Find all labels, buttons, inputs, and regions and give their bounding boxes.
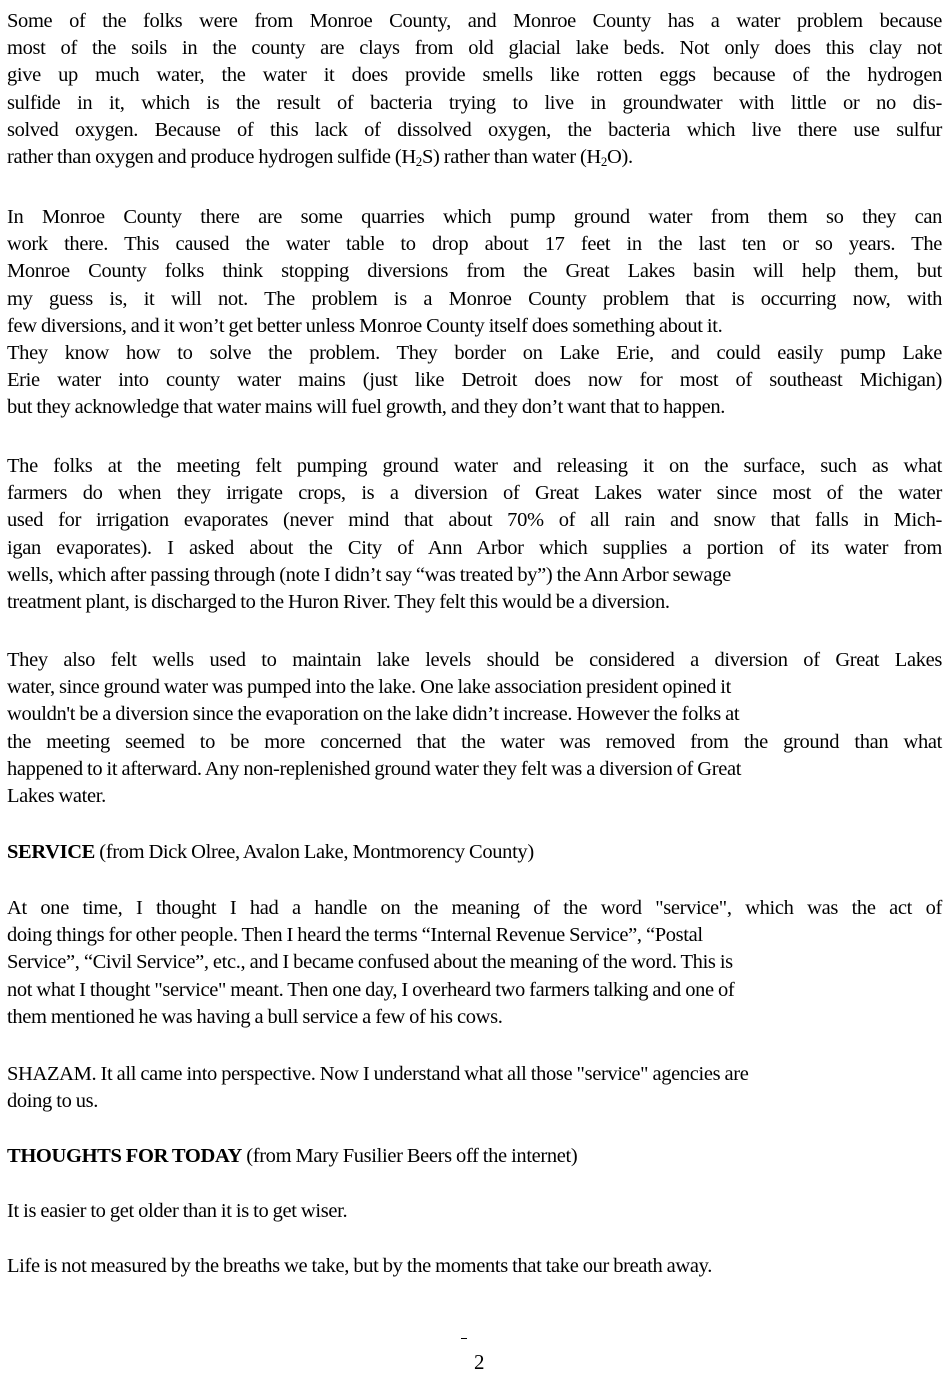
text-line: but they acknowledge that water mains will fuel growth, and they don’t want that to happen.: [7, 396, 726, 419]
text-fragment: S) rather than water (H: [421, 145, 601, 168]
text-line: them mentioned he was having a bull service a few of his cows.: [7, 1005, 503, 1028]
text-line: In Monroe County there are some quarries which pump ground water from them so they can: [7, 206, 942, 228]
text-line: The folks at the meeting felt pumping ground water and releasing it on the surface, such as what: [7, 455, 942, 477]
text-line: SHAZAM. It all came into perspective. Now I understand what all those "service" agencies are: [7, 1063, 749, 1085]
text-line: doing to us.: [7, 1090, 99, 1113]
paragraph-monroe-soils: [7, 8, 942, 171]
text-line: work there. This caused the water table to drop about 17 feet in the last ten or so years. The: [7, 233, 942, 256]
heading-title: THOUGHTS FOR TODAY: [7, 1145, 242, 1167]
text-line: They also felt wells used to maintain lake levels should be considered a diversion of Great Lakes: [7, 649, 942, 671]
paragraph-irrigation: [7, 453, 942, 616]
text-fragment: rather than oxygen and produce hydrogen sulfide (H: [7, 145, 416, 168]
subscript: 2: [415, 153, 422, 169]
text-line: Life is not measured by the breaths we take, but by the moments that take our breath away.: [7, 1255, 712, 1277]
heading-line: [7, 1143, 942, 1170]
page-number-mark: [461, 1338, 467, 1339]
heading-source: (from Mary Fusilier Beers off the internet): [241, 1145, 578, 1167]
text-line: treatment plant, is discharged to the Huron River. They felt this would be a diversion.: [7, 590, 670, 613]
heading-title: SERVICE: [7, 841, 95, 863]
text-line: few diversions, and it won’t get better unless Monroe County itself does something about it.: [7, 314, 723, 337]
text-line: used for irrigation evaporates (never mind that about 70% of all rain and snow that falls in Mich-: [7, 509, 942, 532]
subscript: 2: [600, 153, 608, 169]
text-line-chemical-formulas: [7, 144, 942, 171]
text-line: farmers do when they irrigate crops, is a diversion of Great Lakes water since most of the water: [7, 482, 942, 505]
text-line: Erie water into county water mains (just like Detroit does now for most of southeast Michigan): [7, 369, 942, 392]
text-line: wouldn't be a diversion since the evaporation on the lake didn’t increase. However the folks at: [7, 703, 740, 726]
text-fragment: O).: [607, 145, 633, 168]
text-line: They know how to solve the problem. They border on Lake Erie, and could easily pump Lake: [7, 341, 942, 364]
heading-line: [7, 839, 942, 866]
text-line: Monroe County folks think stopping diversions from the Great Lakes basin will help them, but: [7, 260, 942, 283]
text-line: wells, which after passing through (note I didn’t say “was treated by”) the Ann Arbor sewage: [7, 563, 731, 586]
text-line: It is easier to get older than it is to get wiser.: [7, 1200, 348, 1222]
text-line: give up much water, the water it does provide smells like rotten eggs because of the hydrogen: [7, 64, 942, 87]
page-number: 2: [474, 1350, 485, 1374]
thought-item: [7, 1253, 942, 1280]
text-line: water, since ground water was pumped into the lake. One lake association president opined it: [7, 676, 731, 699]
text-line: my guess is, it will not. The problem is a Monroe County problem that is occurring now, with: [7, 287, 942, 310]
text-line: the meeting seemed to be more concerned that the water was removed from the ground than what: [7, 730, 942, 753]
section-heading-thoughts: [7, 1143, 942, 1170]
paragraph-lake-levels: [7, 647, 942, 810]
text-line: most of the soils in the county are clays from old glacial lake beds. Not only does this clay not: [7, 37, 942, 60]
text-line: At one time, I thought I had a handle on the meaning of the word "service", which was the act of: [7, 897, 942, 919]
text-line: igan evaporates). I asked about the City of Ann Arbor which supplies a portion of its water from: [7, 536, 942, 559]
heading-source: (from Dick Olree, Avalon Lake, Montmorency County): [94, 841, 534, 863]
text-line: doing things for other people. Then I heard the terms “Internal Revenue Service”, “Postal: [7, 924, 703, 947]
paragraph-quarries: [7, 204, 942, 422]
section-heading-service: [7, 839, 942, 866]
paragraph-shazam: [7, 1061, 942, 1115]
text-line: Lakes water.: [7, 784, 106, 807]
text-line: solved oxygen. Because of this lack of dissolved oxygen, the bacteria which live there use sulfur: [7, 118, 942, 141]
thought-item: [7, 1198, 942, 1225]
text-line: sulfide in it, which is the result of bacteria trying to live in groundwater with little or no dis-: [7, 91, 942, 114]
text-line: happened to it afterward. Any non-replenished ground water they felt was a diversion of Great: [7, 757, 742, 780]
paragraph-service-meaning: [7, 895, 942, 1031]
text-line: Service”, “Civil Service”, etc., and I became confused about the meaning of the word. This is: [7, 951, 733, 974]
text-line: Some of the folks were from Monroe County, and Monroe County has a water problem because: [7, 10, 942, 32]
text-line: not what I thought "service" meant. Then one day, I overheard two farmers talking and one of: [7, 978, 735, 1001]
